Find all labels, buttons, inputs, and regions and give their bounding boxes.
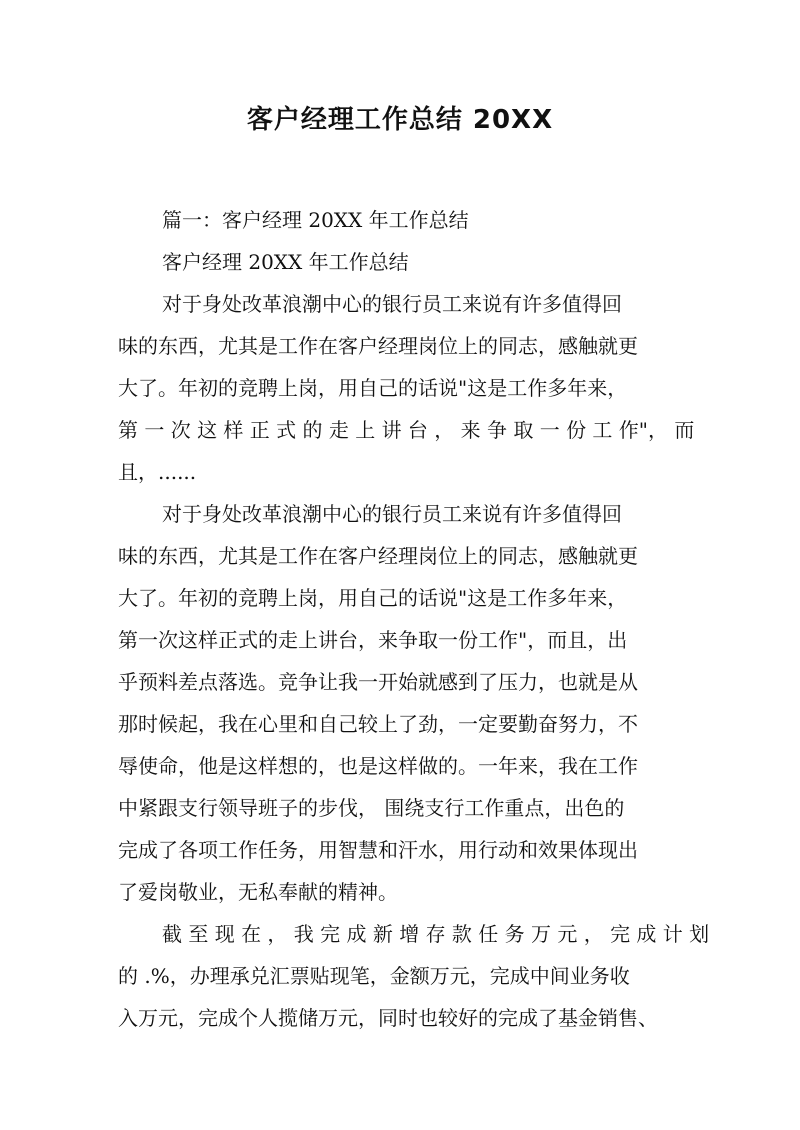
paragraph-line: 味的东西，尤其是工作在客户经理岗位上的同志，感触就更 [118, 334, 638, 358]
document-body [118, 199, 710, 1039]
paragraph-line: 的 .%，办理承兑汇票贴现笔，金额万元，完成中间业务收 [118, 964, 630, 988]
document-title: 客户经理工作总结 20XX [246, 105, 554, 135]
paragraph-line: 味的东西，尤其是工作在客户经理岗位上的同志，感触就更 [118, 544, 638, 568]
paragraph-line: 对于身处改革浪潮中心的银行员工来说有许多值得回 [162, 292, 622, 316]
paragraph-line: 对于身处改革浪潮中心的银行员工来说有许多值得回 [162, 502, 622, 526]
paragraph-line: 大了。年初的竞聘上岗，用自己的话说"这是工作多年来， [118, 586, 628, 610]
paragraph-line: 辱使命，他是这样想的，也是这样做的。一年来，我在工作 [118, 754, 638, 778]
subheading: 客户经理 20XX 年工作总结 [162, 250, 409, 274]
paragraph-line: 完成了各项工作任务，用智慧和汗水，用行动和效果体现出 [118, 838, 638, 862]
paragraph-line: 第一次这样正式的走上讲台，来争取一份工作"，而且，出 [118, 628, 628, 652]
section-heading: 篇一：客户经理 20XX 年工作总结 [162, 208, 469, 232]
paragraph-line: 那时候起，我在心里和自己较上了劲，一定要勤奋努力，不 [118, 712, 638, 736]
paragraph-line: 中紧跟支行领导班子的步伐， 围绕支行工作重点，出色的 [118, 796, 625, 820]
paragraph-line: 乎预料差点落选。竞争让我一开始就感到了压力，也就是从 [118, 670, 638, 694]
paragraph-line: 了爱岗敬业，无私奉献的精神。 [118, 880, 398, 904]
paragraph-line: 截 至 现 在 ， 我 完 成 新 增 存 款 任 务 万 元 ， 完 成 计 划 [162, 922, 710, 946]
paragraph-line: 大了。年初的竞聘上岗，用自己的话说"这是工作多年来， [118, 376, 628, 400]
paragraph-line: 第 一 次 这 样 正 式 的 走 上 讲 台 ， 来 争 取 一 份 工 作"， 而 [118, 418, 695, 442]
paragraph-line: 且，...... [118, 460, 197, 484]
paragraph-line: 入万元，完成个人揽储万元，同时也较好的完成了基金销售、 [118, 1006, 658, 1030]
